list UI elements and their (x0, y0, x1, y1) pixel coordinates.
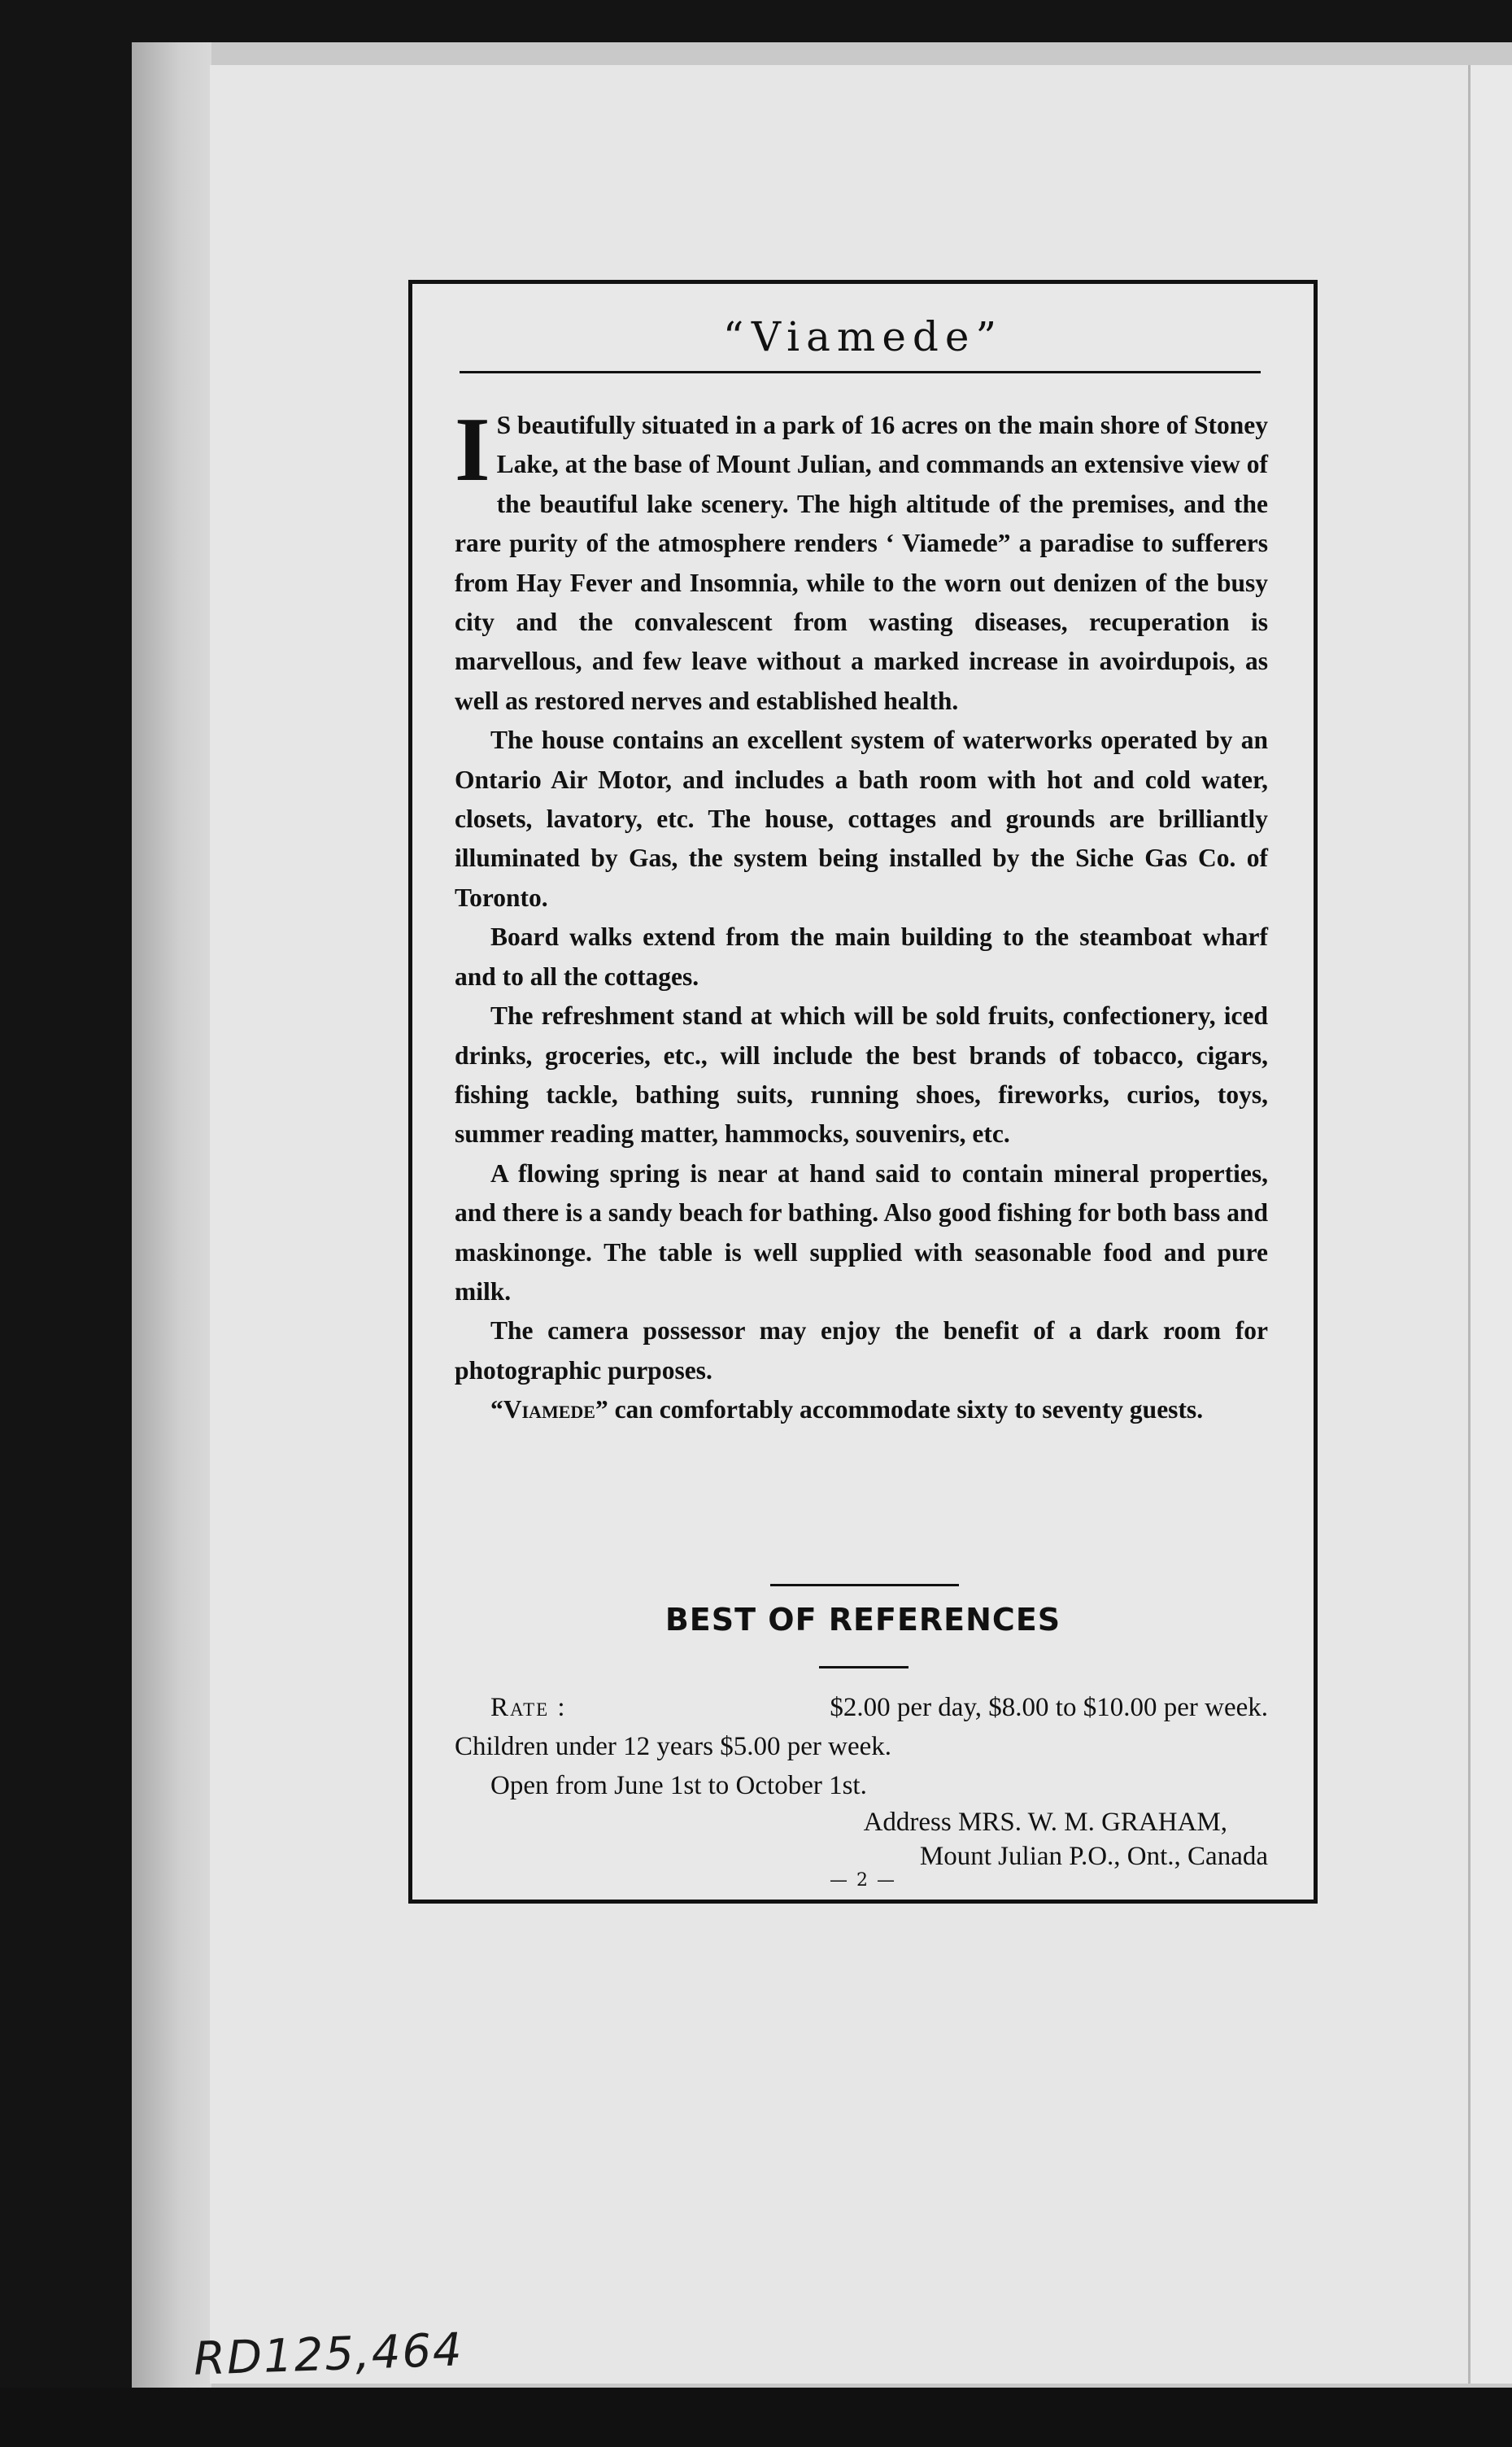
facing-page-edge (1468, 65, 1512, 2384)
title-divider (460, 371, 1261, 373)
advertisement-panel (408, 280, 1318, 1904)
paragraph-capacity (455, 1390, 1268, 1429)
paragraph-waterworks: The house contains an excellent system of waterworks operated by an Ontario Air Motor, and includes a bath room with hot and cold water, closets, lavatory, etc. The house, cottages and grounds are brilliantly illuminated by Gas, the system being installed by the Siche Gas Co. of Toronto. (455, 726, 1268, 912)
page-title: “Viamede” (722, 313, 1004, 360)
drop-cap-letter: I (455, 399, 490, 500)
children-rate: Children under 12 years $5.00 per week. (455, 1732, 892, 1761)
paragraph-camera: The camera possessor may enjoy the benefit of a dark room for photographic purposes. (455, 1316, 1268, 1385)
rate-line (455, 1688, 1268, 1727)
references-heading: BEST OF REFERENCES (664, 1602, 1061, 1638)
paragraph-spring: A flowing spring is near at hand said to contain mineral properties, and there is a sandy beach for bathing. Also good fishing for both bass and maskinonge. The table is well supplied with seasonable food and pure milk. (455, 1158, 1268, 1306)
rate-values: $2.00 per day, $8.00 to $10.00 per week. (830, 1693, 1268, 1722)
paragraph-intro (455, 399, 1268, 721)
rate-label: Rate : (490, 1693, 567, 1722)
rate-block (455, 1688, 1268, 1873)
page-number: — 2 — (830, 1870, 896, 1891)
paragraph-intro-text: S beautifully situated in a park of 16 acres on the main shore of Stoney Lake, at the base of Mount Julian, and commands an extensive view of the beautiful lake scenery. The high altitude of the premises, and the rare purity of the atmosphere renders ‘ Viamede” a paradise to sufferers from Hay Fever and Insomnia, while to the worn out denizen of the busy city and the convalescent from wasting diseases, recuperation is marvellous, and few leave without a marked increase in avoirdupois, as well as restored nerves and established health. (455, 411, 1268, 715)
contact-address-line-2: Mount Julian P.O., Ont., Canada (919, 1842, 1268, 1871)
handwritten-catalog-number: RD125,464 (192, 2323, 464, 2386)
section-divider (770, 1584, 959, 1586)
paragraph-board-walks: Board walks extend from the main building to the steamboat wharf and to all the cottages. (455, 923, 1268, 991)
capacity-text: can comfortably accommodate sixty to seventy guests. (608, 1395, 1204, 1424)
season-dates: Open from June 1st to October 1st. (490, 1771, 867, 1800)
scan-bottom-margin (0, 2388, 1512, 2447)
paragraph-refreshment-stand: The refreshment stand at which will be sold fruits, confectionery, iced drinks, groceries, etc., will include the best brands of tobacco, cigars, fishing tackle, bathing suits, running shoes, fireworks, curios, toys, summer reading matter, hammocks, souvenirs, etc. (455, 1001, 1268, 1149)
contact-address-line-1: Address MRS. W. M. GRAHAM, (863, 1808, 1227, 1837)
body-text (455, 399, 1268, 1430)
references-underline (819, 1666, 909, 1668)
page-edge-shadow (132, 42, 211, 2388)
viamede-name: “Viamede” (490, 1395, 608, 1424)
